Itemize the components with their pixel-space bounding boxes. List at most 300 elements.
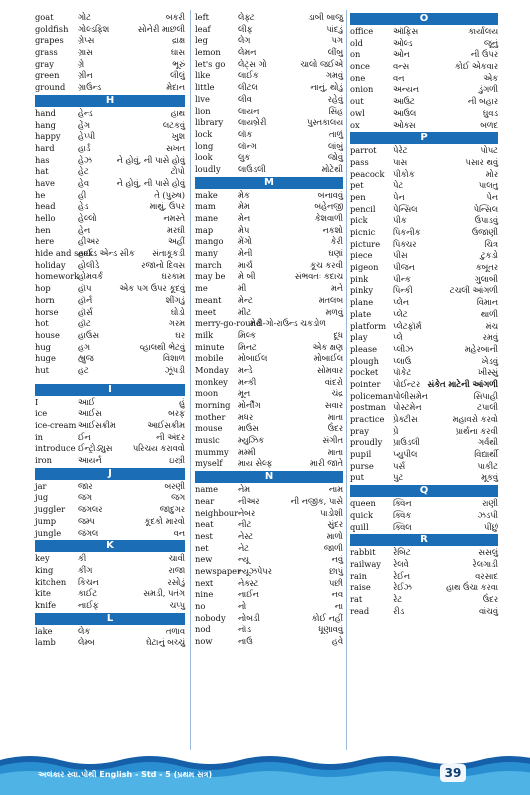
gujarati-meaning: ટપાલી [477, 402, 498, 413]
dictionary-entry [35, 504, 185, 516]
pronunciation: હાર્ડ [78, 142, 91, 153]
pronunciation: રેલવે [393, 558, 409, 569]
pronunciation: પ્યુપીલ [393, 449, 418, 460]
gujarati-meaning: ખેડવું [481, 355, 498, 366]
pronunciation: લાયન [238, 105, 260, 116]
english-word: many [195, 248, 218, 259]
pronunciation: આઈસ [78, 408, 102, 419]
dictionary-entry [35, 271, 185, 283]
dictionary-entry [35, 166, 185, 178]
gujarati-meaning: ખીસ્સું [477, 367, 498, 378]
gujarati-meaning: ની ઉપર [470, 49, 498, 60]
english-word: new [195, 554, 213, 565]
gujarati-meaning: પસાર થવું [465, 156, 498, 167]
pronunciation: મ્યુઝિક [238, 435, 265, 446]
pronunciation: પ્લાઉ [393, 355, 412, 366]
dictionary-entry [35, 59, 185, 71]
english-word: like [195, 70, 211, 81]
dictionary-entry [350, 498, 498, 510]
gujarati-meaning: હાથ ઉંચા કરવા [446, 582, 498, 593]
english-word: lion [195, 105, 211, 116]
gujarati-meaning: ચપ્પુ [169, 599, 185, 610]
gujarati-meaning: જૂનું [483, 37, 498, 48]
dictionary-entry [35, 143, 185, 155]
gujarati-meaning: પરિચય કરાવવો [132, 443, 185, 454]
gujarati-meaning: પાલતુ [478, 180, 498, 191]
pronunciation: હેન્ડ [78, 107, 93, 118]
gujarati-meaning: પુસ્તકાલય [307, 117, 343, 128]
gujarati-meaning: લાંબું [328, 140, 343, 151]
letter-header: O [350, 13, 498, 25]
dictionary-entry [195, 353, 343, 365]
english-word: hug [35, 341, 51, 352]
pronunciation: લાઉડલી [238, 163, 266, 174]
pronunciation: નેબર [238, 507, 256, 518]
dictionary-entry [350, 510, 498, 522]
dictionary-entry [195, 283, 343, 295]
dictionary-entry [350, 402, 498, 414]
dictionary-entry [350, 547, 498, 559]
dictionary-entry [195, 24, 343, 36]
english-word: horse [35, 306, 59, 317]
gujarati-meaning: માથું, ઉપર [149, 201, 185, 212]
english-word: mam [195, 201, 216, 212]
english-word: pet [350, 180, 364, 191]
dictionary-entry [195, 190, 343, 202]
pronunciation: ઈન્ટ્રોડ્યુસ [78, 443, 113, 454]
english-word: quill [350, 521, 369, 532]
gujarati-meaning: વિદ્યાર્થી [474, 449, 498, 460]
english-word: rat [350, 593, 363, 604]
gujarati-meaning: પેન્સિલ [473, 203, 498, 214]
pronunciation: પાસ [393, 156, 408, 167]
dictionary-entry [195, 412, 343, 424]
dictionary-entry [195, 129, 343, 141]
dictionary-entry [195, 94, 343, 106]
pronunciation: કાઈટ [78, 588, 98, 599]
pronunciation: પેન્સિલ [393, 203, 418, 214]
gujarati-meaning: ચાલો જઈએ [300, 58, 343, 69]
dictionary-entry [350, 379, 498, 391]
pronunciation: પીસ [393, 250, 408, 261]
pronunciation: હેન [78, 224, 91, 235]
dictionary-entry [195, 636, 343, 648]
english-word: pink [350, 273, 369, 284]
dictionary-entry [35, 108, 185, 120]
pronunciation: મોબાઈલ [238, 353, 268, 364]
gujarati-meaning: બરણી [164, 480, 185, 491]
pronunciation: જંગલ [78, 527, 99, 538]
dictionary-entry [35, 408, 185, 420]
column-divider-2 [346, 10, 347, 750]
english-word: raise [350, 582, 371, 593]
dictionary-entry [350, 391, 498, 403]
english-word: march [195, 259, 222, 270]
pronunciation: હોલીડે [78, 259, 100, 270]
dictionary-entry [350, 414, 498, 426]
english-word: introduce [35, 443, 76, 454]
pronunciation: પોસ્ટમેન [393, 402, 422, 413]
dictionary-entry [350, 84, 498, 96]
pronunciation: ક્વિલ [393, 521, 412, 532]
letter-header: Q [350, 485, 498, 497]
gujarati-meaning: સખત [165, 142, 185, 153]
english-word: he [35, 189, 46, 200]
gujarati-meaning: લીલું [170, 70, 185, 81]
gujarati-meaning: આઈસક્રીમ [147, 420, 185, 430]
gujarati-meaning: ઉપાડવું [474, 215, 498, 226]
pronunciation: ક્વિક [393, 509, 412, 520]
english-word: hello [35, 213, 56, 223]
dictionary-entry [195, 519, 343, 531]
pronunciation: લાયબ્રેરી [238, 117, 267, 128]
english-word: huge [35, 353, 56, 364]
english-word: pupil [350, 449, 372, 460]
gujarati-meaning: રાણી [482, 498, 498, 509]
english-word: mango [195, 236, 224, 247]
dictionary-entry [195, 307, 343, 319]
gujarati-meaning: દ્રાક્ષ [172, 35, 185, 46]
gujarati-meaning: ભૂરું [172, 58, 185, 69]
english-word: goldfish [35, 23, 69, 34]
pronunciation: લેમ્બ [78, 637, 95, 648]
english-word: plane [350, 297, 374, 308]
pronunciation: પેન [393, 191, 405, 202]
gujarati-meaning: ને હોવું, ની પાસે હોવું [116, 154, 185, 165]
gujarati-meaning: પગ [331, 35, 343, 46]
dictionary-entry [350, 192, 498, 204]
dictionary-entry [350, 108, 498, 120]
english-word: one [350, 72, 366, 83]
english-word: gray [35, 58, 54, 69]
gujarati-meaning: ઘણાં [328, 248, 343, 259]
gujarati-meaning: સોનેરી માછલી [137, 23, 185, 34]
dictionary-entry [35, 443, 185, 455]
pronunciation: મિનટ [238, 341, 257, 352]
gujarati-meaning: એક [483, 72, 498, 83]
pronunciation: હૉપ [78, 283, 92, 294]
page-number: 39 [440, 764, 466, 782]
pronunciation: ઓલ્ડ [393, 37, 413, 48]
pronunciation: કીંગ [78, 564, 93, 575]
dictionary-entry [195, 388, 343, 400]
pronunciation: પર્સ [393, 460, 406, 471]
gujarati-meaning: ઘરકામ [161, 271, 185, 282]
gujarati-meaning: વન [173, 527, 185, 538]
dictionary-entry [350, 215, 498, 227]
english-word: jump [35, 515, 57, 526]
pronunciation: નો [238, 601, 247, 611]
pronunciation: અન્યન [393, 84, 419, 95]
gujarati-meaning: ગુલાબી [474, 273, 498, 284]
gujarati-meaning: તળાવ [165, 625, 185, 636]
english-word: near [195, 495, 215, 506]
gujarati-meaning: ટોપો [170, 166, 185, 177]
gujarati-meaning: રસોડું [167, 576, 185, 587]
dictionary-entry [350, 472, 498, 484]
pronunciation: ન્યૂઝપેપર [238, 565, 272, 576]
dictionary-entry [195, 554, 343, 566]
dictionary-entry [350, 180, 498, 192]
english-word: iron [35, 455, 52, 466]
gujarati-meaning: જગ [171, 492, 185, 503]
english-word: picnic [350, 227, 376, 237]
english-word: moon [195, 388, 219, 399]
gujarati-meaning: વિશાળ [163, 353, 185, 364]
english-word: have [35, 177, 55, 188]
pronunciation: પૉકેટ [393, 367, 412, 378]
letter-header: R [350, 534, 498, 546]
letter-header: M [195, 177, 343, 189]
dictionary-entry [350, 449, 498, 461]
gujarati-meaning: વિમાન [476, 297, 498, 308]
dictionary-entry [350, 437, 498, 449]
english-word: make [195, 189, 218, 200]
pronunciation: રેઈઝ [393, 582, 412, 593]
dictionary-entry [35, 24, 185, 36]
dictionary-entry [350, 227, 498, 239]
pronunciation: મી [238, 283, 247, 294]
pronunciation: પોલીસમેન [393, 390, 428, 401]
english-word: hop [35, 283, 51, 294]
dictionary-entry [195, 213, 343, 225]
dictionary-entry [350, 120, 498, 132]
pronunciation: નેટ [238, 542, 250, 553]
pronunciation: માય સેલ્ફ [238, 458, 273, 469]
english-word: little [195, 82, 215, 93]
gujarati-meaning: મૂકવું [481, 472, 498, 483]
pronunciation: પ્લેટ [393, 308, 408, 319]
gujarati-meaning: જાળી [323, 542, 343, 553]
pronunciation: હેલ્લો [78, 213, 97, 223]
pronunciation: કી [78, 553, 87, 564]
gujarati-meaning: હવે [331, 636, 343, 647]
dictionary-entry [350, 49, 498, 61]
english-word: house [35, 329, 60, 340]
dictionary-entry [350, 145, 498, 157]
letter-header: H [35, 95, 185, 107]
gujarati-meaning: રજાનો દિવસ [141, 259, 185, 270]
dictionary-entry [195, 117, 343, 129]
pronunciation: પિકનીક [393, 227, 421, 237]
pronunciation: પ્લેન [393, 297, 409, 308]
pronunciation: લાઈક [238, 70, 259, 81]
pronunciation: મેંગો [238, 236, 252, 247]
english-word: put [350, 472, 364, 483]
gujarati-meaning: પાંદડું [326, 23, 343, 34]
dictionary-entry [195, 589, 343, 601]
pronunciation: રીડ [393, 605, 405, 616]
english-word: old [350, 37, 363, 48]
word-column-3 [350, 12, 498, 617]
english-word: grapes [35, 35, 64, 46]
english-word: key [35, 553, 50, 564]
gujarati-meaning: થાળી [480, 308, 498, 319]
gujarati-meaning: સંભવતઃ કદાચ [294, 271, 343, 282]
pronunciation: પીન્ક [393, 273, 411, 284]
gujarati-meaning: વ્હાલથી ભેટવું [139, 341, 185, 352]
gujarati-meaning: ઘર [175, 329, 185, 340]
english-word: jug [35, 492, 49, 503]
gujarati-meaning: મેરી-ગો-રાઉન્ડ ચકડોળ [250, 318, 326, 329]
gujarati-meaning: કેરી [330, 236, 343, 247]
english-word: play [350, 332, 368, 343]
gujarati-meaning: નાનું, થોડું [310, 82, 343, 93]
pronunciation: પેરેટ [393, 145, 408, 156]
english-word: myself [195, 458, 223, 469]
dictionary-entry [35, 432, 185, 444]
english-word: horn [35, 294, 55, 305]
dictionary-entry [195, 260, 343, 272]
english-word: pinky [350, 285, 374, 296]
pronunciation: પ્લેટફૉર્મ [393, 320, 422, 331]
footer-book-title: અલંકાર સ્વા.પોથી English - Std - 5 (પ્રથમ સત્ર) [38, 770, 213, 779]
english-word: jar [35, 480, 47, 491]
dictionary-entry [35, 283, 185, 295]
pronunciation: હૉર્સ [78, 306, 93, 317]
pronunciation: લુક [238, 152, 251, 163]
pronunciation: નેસ્ટ [238, 530, 254, 541]
english-word: hard [35, 142, 55, 153]
gujarati-meaning: જોવું [327, 152, 343, 163]
english-word: ox [350, 119, 360, 130]
gujarati-meaning: મને [330, 283, 343, 294]
pronunciation: આઉલ [393, 107, 417, 118]
gujarati-meaning: કોઈ નહીં [311, 612, 343, 623]
gujarati-meaning: લીંબુ [327, 47, 343, 58]
dictionary-entry [350, 582, 498, 594]
pronunciation: માઉસ [238, 423, 259, 434]
gujarati-meaning: સંગીત [322, 435, 343, 446]
english-word: nod [195, 624, 211, 635]
pronunciation: મેમ [238, 201, 250, 212]
gujarati-meaning: માતા [327, 411, 343, 422]
pronunciation: મેન્ટ [238, 294, 253, 305]
gujarati-meaning: ખુશ [171, 131, 185, 142]
gujarati-meaning: સમડી, પતંગ [143, 588, 185, 599]
gujarati-meaning: સંતાકૂકડી [152, 248, 185, 259]
gujarati-meaning: લટકવું [162, 119, 185, 130]
gujarati-meaning: મળવું [325, 306, 343, 317]
dictionary-entry [35, 236, 185, 248]
english-word: on [350, 49, 361, 60]
english-word: may be [195, 271, 226, 282]
gujarati-meaning: રહેવું [327, 93, 343, 104]
dictionary-entry [350, 426, 498, 438]
pronunciation: હાઈડ એન્ડ સીક [78, 248, 135, 259]
english-word: please [350, 343, 377, 354]
english-word: onion [350, 84, 374, 95]
dictionary-entry [350, 61, 498, 73]
gujarati-meaning: બનાવવું [317, 189, 343, 200]
gujarati-meaning: કૂદકો મારવો [144, 515, 185, 526]
gujarati-meaning: દૂધ [333, 329, 343, 340]
dictionary-entry [35, 553, 185, 565]
dictionary-entry [350, 274, 498, 286]
gujarati-meaning: ચિત્ર [484, 238, 498, 249]
dictionary-entry [35, 492, 185, 504]
word-column-2 [195, 12, 343, 648]
pronunciation: પ્લીઝ [393, 343, 414, 354]
english-word: piece [350, 250, 373, 261]
english-word: pass [350, 156, 369, 167]
english-word: kite [35, 588, 51, 599]
gujarati-meaning: ઝડપી [477, 509, 498, 520]
pronunciation: વન [393, 72, 405, 83]
english-word: rabbit [350, 547, 376, 558]
gujarati-meaning: અહીં [167, 236, 185, 247]
pronunciation: હગ [78, 341, 90, 352]
dictionary-entry [35, 201, 185, 213]
english-word: ice-cream [35, 420, 77, 430]
dictionary-entry [350, 96, 498, 108]
pronunciation: લૉક [238, 128, 253, 139]
gujarati-meaning: પ્રાર્થના કરવી [455, 425, 498, 436]
pronunciation: પેટ [393, 180, 404, 191]
english-word: head [35, 201, 56, 212]
dictionary-entry [195, 613, 343, 625]
dictionary-entry [35, 528, 185, 540]
dictionary-entry [350, 309, 498, 321]
dictionary-entry [350, 571, 498, 583]
gujarati-meaning: મતલબ [318, 294, 343, 305]
dictionary-entry [195, 248, 343, 260]
gujarati-meaning: વાંદરો [324, 376, 343, 387]
english-word: hot [35, 318, 49, 329]
pronunciation: લીવ [238, 93, 252, 104]
dictionary-entry [195, 236, 343, 248]
pronunciation: મે બી [238, 271, 256, 282]
gujarati-meaning: એક પગ ઉપર કૂદવું [119, 283, 185, 294]
gujarati-meaning: ટુકડો [480, 250, 498, 261]
english-word: plate [350, 308, 372, 319]
dictionary-entry [195, 423, 343, 435]
gujarati-meaning: ચાવી [168, 553, 185, 564]
dictionary-entry [195, 578, 343, 590]
pronunciation: રેટ [393, 593, 403, 604]
pronunciation: પીકોક [393, 168, 415, 179]
dictionary-entry [35, 131, 185, 143]
english-word: neat [195, 519, 214, 530]
english-word: monkey [195, 376, 228, 387]
gujarati-meaning: ઘોડો [170, 306, 185, 317]
pronunciation: મન્કી [238, 376, 257, 387]
pronunciation: લેટ્સ ગો [238, 58, 267, 69]
dictionary-entry [35, 225, 185, 237]
gujarati-meaning: ધૂણાવવું [318, 624, 343, 635]
english-word: hang [35, 119, 56, 130]
english-word: here [35, 236, 55, 247]
dictionary-entry [350, 204, 498, 216]
gujarati-meaning: વરસાદ [475, 570, 498, 581]
english-word: goat [35, 12, 54, 22]
gujarati-meaning: એક ક્ષણ [312, 341, 343, 352]
pronunciation: હાઉસ [78, 329, 99, 340]
pronunciation: વન્સ [393, 61, 410, 72]
english-word: ice [35, 408, 48, 419]
pronunciation: હ્યુજ [78, 353, 94, 364]
dictionary-entry [195, 377, 343, 389]
gujarati-meaning: મહાવરો કરવો [452, 414, 498, 424]
english-word: merry-go-round [195, 318, 262, 329]
dictionary-entry [350, 285, 498, 297]
pronunciation: પીક [393, 215, 407, 226]
dictionary-entry [35, 155, 185, 167]
english-word: pigeon [350, 262, 379, 273]
dictionary-entry [195, 624, 343, 636]
english-word: no [195, 601, 206, 611]
pronunciation: મૂન [238, 388, 251, 399]
